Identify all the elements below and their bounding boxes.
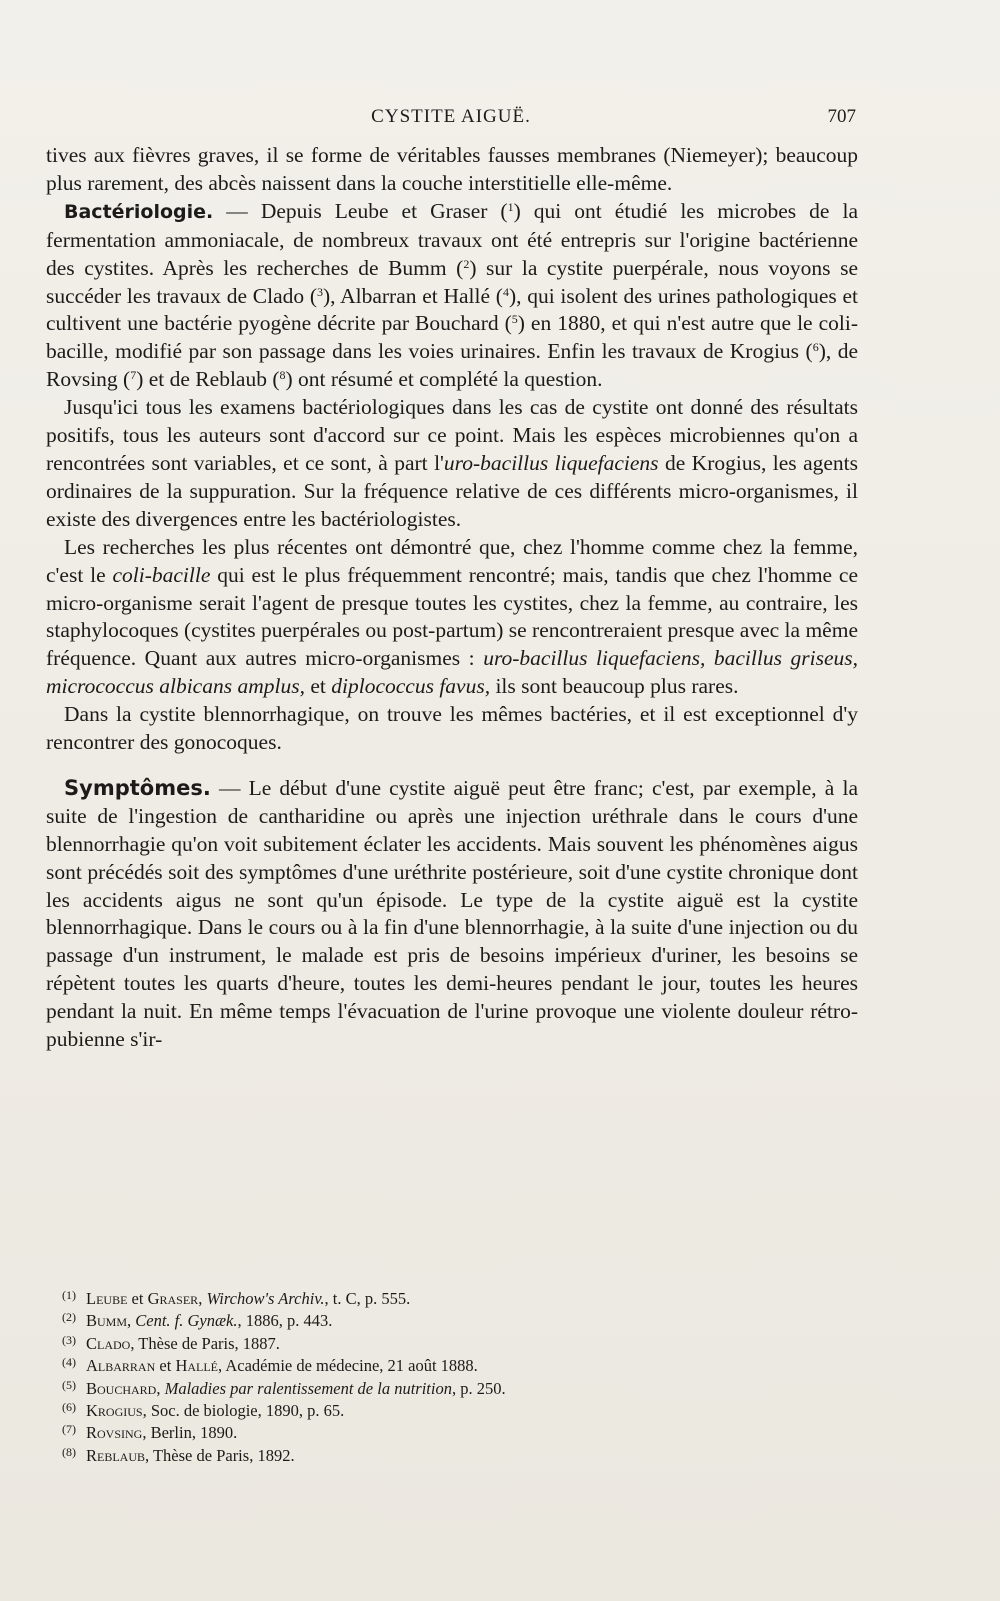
section-heading-bacteriologie: Bactériologie. bbox=[64, 200, 214, 223]
footnotes bbox=[62, 1286, 852, 1465]
footnote-6: (6) Krogius, Soc. de biologie, 1890, p. 65. bbox=[62, 1400, 345, 1421]
paragraph-blennorrhagique: Dans la cystite blennorrhagique, on trouve les mêmes bactéries, et il est exceptionnel d'y rencontrer des gonocoques. bbox=[46, 702, 858, 755]
footnote-ref: 1 bbox=[507, 199, 514, 214]
footnote-ref: 7 bbox=[130, 368, 137, 383]
footnote-1: (1) Leube et Graser, Wirchow's Archiv., t. C, p. 555. bbox=[62, 1288, 411, 1308]
footnote-7: (7) Rovsing, Berlin, 1890. bbox=[62, 1422, 238, 1443]
paragraph-bacteriologie: Bactériologie. — Depuis Leube et Graser ($^1$) qui ont étudié les microbes de la fermentation ammoniacale, de nombreux travaux ont été entrepris sur l'origine bactérienne des cystites. Après les recherches de Bumm ($^2$) sur la cystite puerpérale, nous voyons se succéder les travaux de Clado ($^3$), Albarran et Hallé ($^4$), qui isolent des urines pathologiques et cultivent une bactérie pyogène décrite par Bouchard ($^5$) en 1880, et qui n'est autre que le coli-bacille, modifié par son passage dans les voies urinaires. Enfin les travaux de Krogius ($^6$), de Rovsing ($^7$) et de Reblaub ($^8$) ont résumé et complété la question. bbox=[46, 198, 859, 392]
section-heading-symptomes: Symptômes. bbox=[64, 775, 211, 800]
footnote-ref: 2 bbox=[463, 256, 470, 271]
paragraph-symptomes: Symptômes. — Le début d'une cystite aiguë peut être franc; c'est, par exemple, à la suite de l'ingestion de cantharidine ou après une injection uréthrale dans le cours d'une blennorrhagie qu'on voit subitement éclater les accidents. Mais souvent les phénomènes aigus sont précédés soit des symptômes d'une uréthrite postérieure, soit d'une cystite chronique dont les accidents aigus ne sont qu'un épisode. Le type de la cystite aiguë est la cystite blennorrhagique. Dans le cours ou à la fin d'une blennorrhagie, à la suite d'une injection ou du passage d'un instrument, le malade est pris de besoins impérieux d'uriner, les besoins se répètent toutes les quarts d'heure, toutes les demi-heures pendant le jour, toutes les heures pendant la nuit. En même temps l'évacuation de l'urine provoque une violente douleur rétro-pubienne s'ir- bbox=[46, 775, 858, 1052]
paragraph-continuation: tives aux fièvres graves, il se forme de véritables fausses membranes (Niemeyer); beaucoup plus rarement, des abcès naissent dans la couche interstitielle elle-même. bbox=[46, 143, 858, 195]
footnote-8: (8) Reblaub, Thèse de Paris, 1892. bbox=[62, 1444, 295, 1465]
footnote-3: (3) Clado, Thèse de Paris, 1887. bbox=[62, 1332, 280, 1353]
footnote-ref: 5 bbox=[511, 312, 518, 327]
running-head: CYSTITE AIGUË. bbox=[371, 106, 531, 127]
paragraph-examens: Jusqu'ici tous les examens bactériologiques dans les cas de cystite ont donné des résultats positifs, tous les auteurs sont d'accord sur ce point. Mais les espèces microbiennes qu'on a rencontrées sont variables, et ce sont, à part l'uro-bacillus liquefaciens de Krogius, les agents ordinaires de la suppuration. Sur la fréquence relative de ces différents micro-organismes, il existe des divergences entre les bactériologistes. bbox=[46, 395, 858, 531]
paragraph-recherches: Les recherches les plus récentes ont démontré que, chez l'homme comme chez la femme, c'est le coli-bacille qui est le plus fréquemment rencontré; mais, tandis que chez l'homme ce micro-organisme serait l'agent de presque toutes les cystites, chez la femme, au contraire, les staphylocoques (cystites puerpérales ou post-partum) se rencontreraient presque avec la même fréquence. Quant aux autres micro-organismes : uro-bacillus liquefaciens, bacillus griseus, micrococcus albicans amplus, et diplococcus favus, ils sont beaucoup plus rares. bbox=[46, 534, 858, 699]
page-header bbox=[46, 106, 856, 136]
footnote-ref: 3 bbox=[317, 284, 324, 299]
footnote-ref: 6 bbox=[812, 340, 819, 355]
page-number: 707 bbox=[827, 106, 856, 127]
footnote-2: (2) Bumm, Cent. f. Gynæk., 1886, p. 443. bbox=[62, 1310, 333, 1331]
footnote-ref: 8 bbox=[279, 368, 286, 383]
footnote-ref: 4 bbox=[502, 284, 509, 299]
footnote-4: (4) Albarran et Hallé, Académie de médecine, 21 août 1888. bbox=[62, 1355, 478, 1376]
footnote-5: (5) Bouchard, Maladies par ralentissement de la nutrition, p. 250. bbox=[62, 1377, 506, 1398]
body-text bbox=[46, 142, 858, 1054]
